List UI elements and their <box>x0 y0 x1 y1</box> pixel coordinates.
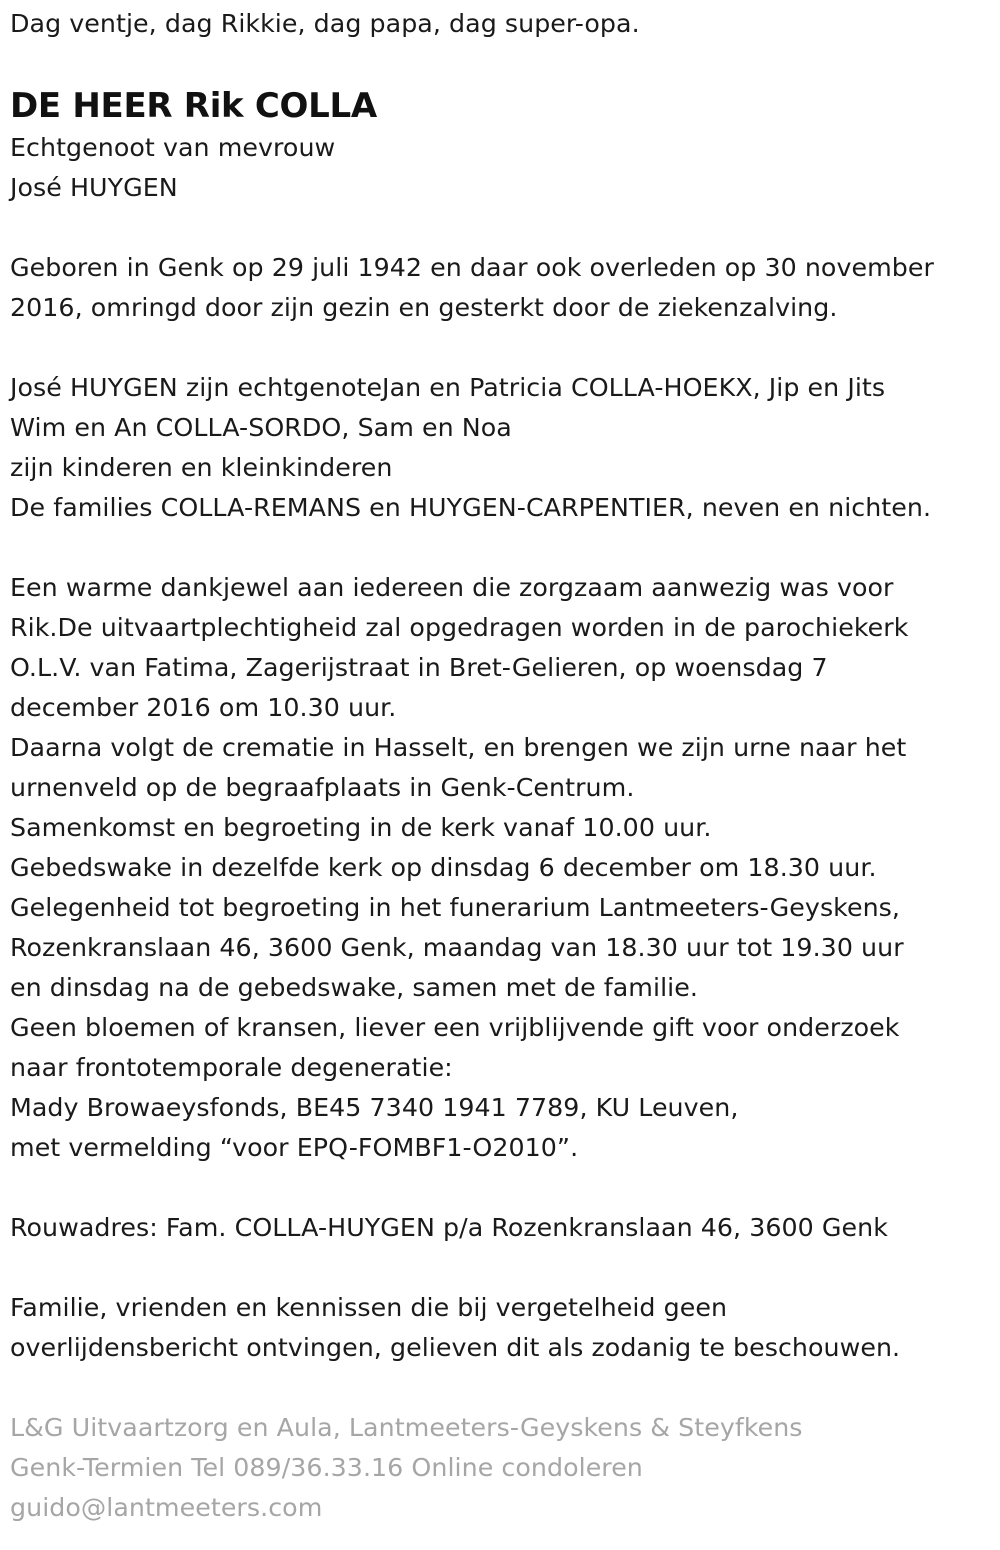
spacer <box>10 528 995 568</box>
details-line: Samenkomst en begroeting in de kerk vanaf 10.00 uur. <box>10 813 712 842</box>
notice-line: Familie, vrienden en kennissen die bij vergetelheid geen <box>10 1293 728 1322</box>
details-line: Een warme dankjewel aan iedereen die zorgzaam aanwezig was voor <box>10 573 894 602</box>
funeral-home-contact: Genk-Termien Tel 089/36.33.16 Online condoleren <box>10 1453 643 1482</box>
details-line: Geen bloemen of kransen, liever een vrijblijvende gift voor onderzoek <box>10 1013 900 1042</box>
details-line: december 2016 om 10.30 uur. <box>10 693 397 722</box>
details-line: Rozenkranslaan 46, 3600 Genk, maandag van 18.30 uur tot 19.30 uur <box>10 933 904 962</box>
family-line: De families COLLA-REMANS en HUYGEN-CARPENTIER, neven en nichten. <box>10 493 932 522</box>
family-line: Wim en An COLLA-SORDO, Sam en Noa <box>10 413 512 442</box>
details-line: Gelegenheid tot begroeting in het funerarium Lantmeeters-Geyskens, <box>10 893 900 922</box>
spacer <box>10 1168 995 1208</box>
family-line: José HUYGEN zijn echtgenoteJan en Patricia COLLA-HOEKX, Jip en Jits <box>10 373 886 402</box>
details-line: Rik.De uitvaartplechtigheid zal opgedragen worden in de parochiekerk <box>10 613 909 642</box>
mourning-address: Rouwadres: Fam. COLLA-HUYGEN p/a Rozenkranslaan 46, 3600 Genk <box>10 1213 888 1242</box>
obituary-notice <box>10 4 995 1528</box>
details-line: Gebedswake in dezelfde kerk op dinsdag 6 december om 18.30 uur. <box>10 853 877 882</box>
family-line: zijn kinderen en kleinkinderen <box>10 453 393 482</box>
notice-line: overlijdensbericht ontvingen, gelieven dit als zodanig te beschouwen. <box>10 1333 901 1362</box>
funeral-home-email[interactable]: guido@lantmeeters.com <box>10 1493 323 1522</box>
details-line: Mady Browaeysfonds, BE45 7340 1941 7789, KU Leuven, <box>10 1093 739 1122</box>
birth-line-1: Geboren in Genk op 29 juli 1942 en daar ook overleden op 30 november <box>10 253 934 282</box>
spacer <box>10 208 995 248</box>
spouse-line-2: José HUYGEN <box>10 173 178 202</box>
details-line: en dinsdag na de gebedswake, samen met de familie. <box>10 973 698 1002</box>
spacer <box>10 1368 995 1408</box>
details-line: urnenveld op de begraafplaats in Genk-Centrum. <box>10 773 635 802</box>
details-line: Daarna volgt de crematie in Hasselt, en brengen we zijn urne naar het <box>10 733 907 762</box>
deceased-name-heading: DE HEER Rik COLLA <box>10 86 377 126</box>
spacer <box>10 328 995 368</box>
intro-line: Dag ventje, dag Rikkie, dag papa, dag super-opa. <box>10 9 640 38</box>
spouse-line-1: Echtgenoot van mevrouw <box>10 133 336 162</box>
details-line: met vermelding “voor EPQ-FOMBF1-O2010”. <box>10 1133 579 1162</box>
funeral-home-name: L&G Uitvaartzorg en Aula, Lantmeeters-Geyskens & Steyfkens <box>10 1413 803 1442</box>
details-line: naar frontotemporale degeneratie: <box>10 1053 453 1082</box>
spacer <box>10 1248 995 1288</box>
birth-line-2: 2016, omringd door zijn gezin en gesterkt door de ziekenzalving. <box>10 293 838 322</box>
details-line: O.L.V. van Fatima, Zagerijstraat in Bret-Gelieren, op woensdag 7 <box>10 653 828 682</box>
